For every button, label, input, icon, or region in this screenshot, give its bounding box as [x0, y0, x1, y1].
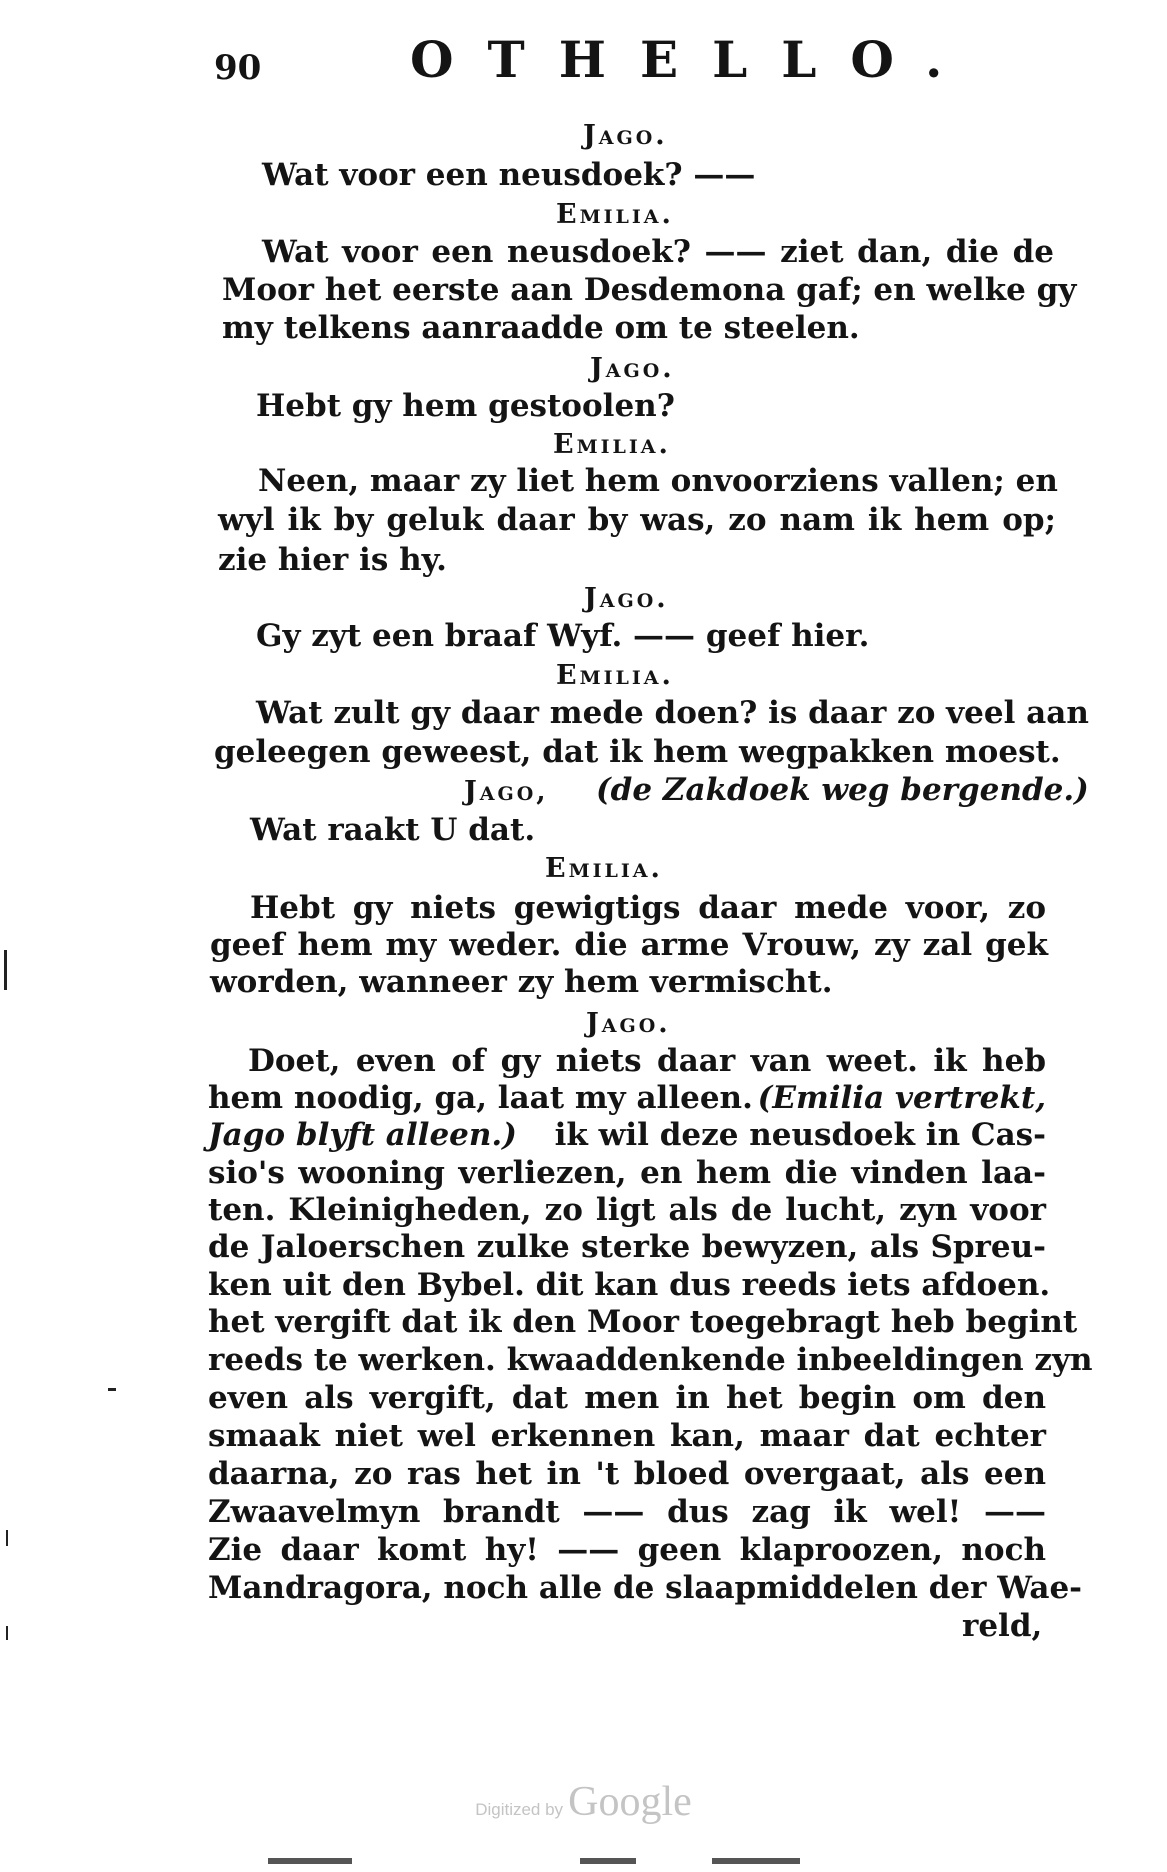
scan-mark — [4, 950, 7, 990]
text-line: Zie daar komt hy! —— geen klaproozen, noch — [208, 1532, 1046, 1568]
stage-direction: (Emilia vertrekt, — [757, 1080, 1046, 1116]
text-line: Gy zyt een braaf Wyf. —— geef hier. — [256, 618, 870, 654]
speaker-name: Jago. — [590, 353, 675, 384]
watermark-prefix: Digitized by — [475, 1800, 564, 1819]
speaker-name: Emilia. — [553, 429, 671, 460]
text-line: de Jaloerschen zulke sterke bewyzen, als Spreu- — [208, 1229, 1046, 1265]
text-line: my telkens aanraadde om te steelen. — [222, 310, 860, 346]
text-line: Moor het eerste aan Desdemona gaf; en welke gy — [222, 272, 1077, 308]
text-line: Zwaavelmyn brandt —— dus zag ik wel! —— — [208, 1494, 1046, 1530]
text-line: geleegen geweest, dat ik hem wegpakken moest. — [214, 734, 1061, 770]
page-number: 90 — [214, 48, 262, 88]
scan-mark — [6, 1626, 8, 1640]
text-line: Hebt gy niets gewigtigs daar mede voor, zo — [250, 890, 1046, 926]
text-line: smaak niet wel erkennen kan, maar dat echter — [208, 1418, 1046, 1454]
speaker-name: Jago, — [464, 776, 549, 807]
catchword: reld, — [962, 1608, 1043, 1644]
text-segment: hem noodig, ga, laat my alleen. — [208, 1080, 753, 1116]
running-title: OTHELLO. — [410, 30, 977, 89]
scan-mark — [108, 1388, 116, 1391]
text-line: Doet, even of gy niets daar van weet. ik heb — [248, 1043, 1046, 1079]
text-line: worden, wanneer zy hem vermischt. — [210, 964, 833, 1000]
text-line — [208, 1117, 1046, 1153]
speaker-name: Jago. — [586, 1008, 671, 1039]
stage-direction: (de Zakdoek weg bergende.) — [596, 772, 1089, 808]
text-line: Wat voor een neusdoek? —— — [262, 157, 756, 193]
text-line: geef hem my weder. die arme Vrouw, zy zal gek — [210, 927, 1048, 963]
google-logo: Google — [568, 1779, 692, 1825]
show-through — [268, 1858, 352, 1864]
text-line: Neen, maar zy liet hem onvoorziens vallen; en — [258, 463, 1058, 499]
text-line — [208, 1080, 1046, 1116]
text-line: Wat voor een neusdoek? —— ziet dan, die de — [262, 234, 1054, 270]
speaker-name: Jago. — [583, 120, 668, 151]
scan-mark — [6, 1530, 8, 1546]
text-line: wyl ik by geluk daar by was, zo nam ik hem op; — [218, 502, 1056, 538]
speaker-name: Emilia. — [556, 199, 674, 230]
text-line: daarna, zo ras het in 't bloed overgaat, als een — [208, 1456, 1046, 1492]
text-line: zie hier is hy. — [218, 542, 447, 578]
text-line: Hebt gy hem gestoolen? — [256, 388, 675, 424]
text-line: ken uit den Bybel. dit kan dus reeds iets afdoen. — [208, 1267, 1051, 1303]
speaker-name: Jago. — [584, 583, 669, 614]
text-line: reeds te werken. kwaaddenkende inbeeldingen zyn — [208, 1342, 1093, 1378]
text-line: Mandragora, noch alle de slaapmiddelen der Wae- — [208, 1570, 1083, 1606]
text-segment: ik wil deze neusdoek in Cas- — [554, 1117, 1046, 1153]
text-line: even als vergift, dat men in het begin om den — [208, 1380, 1046, 1416]
speaker-name: Emilia. — [556, 660, 674, 691]
text-line: Wat zult gy daar mede doen? is daar zo veel aan — [256, 695, 1089, 731]
show-through — [580, 1858, 636, 1864]
speaker-name: Emilia. — [545, 853, 663, 884]
text-line: Wat raakt U dat. — [250, 812, 536, 848]
digitized-watermark — [0, 1778, 1167, 1826]
show-through — [712, 1858, 800, 1864]
stage-direction: Jago blyft alleen.) — [208, 1117, 517, 1153]
text-line: ten. Kleinigheden, zo ligt als de lucht, zyn voor — [208, 1192, 1046, 1228]
text-line: sio's wooning verliezen, en hem die vinden laa- — [208, 1155, 1046, 1191]
text-line: het vergift dat ik den Moor toegebragt heb begint — [208, 1304, 1078, 1340]
